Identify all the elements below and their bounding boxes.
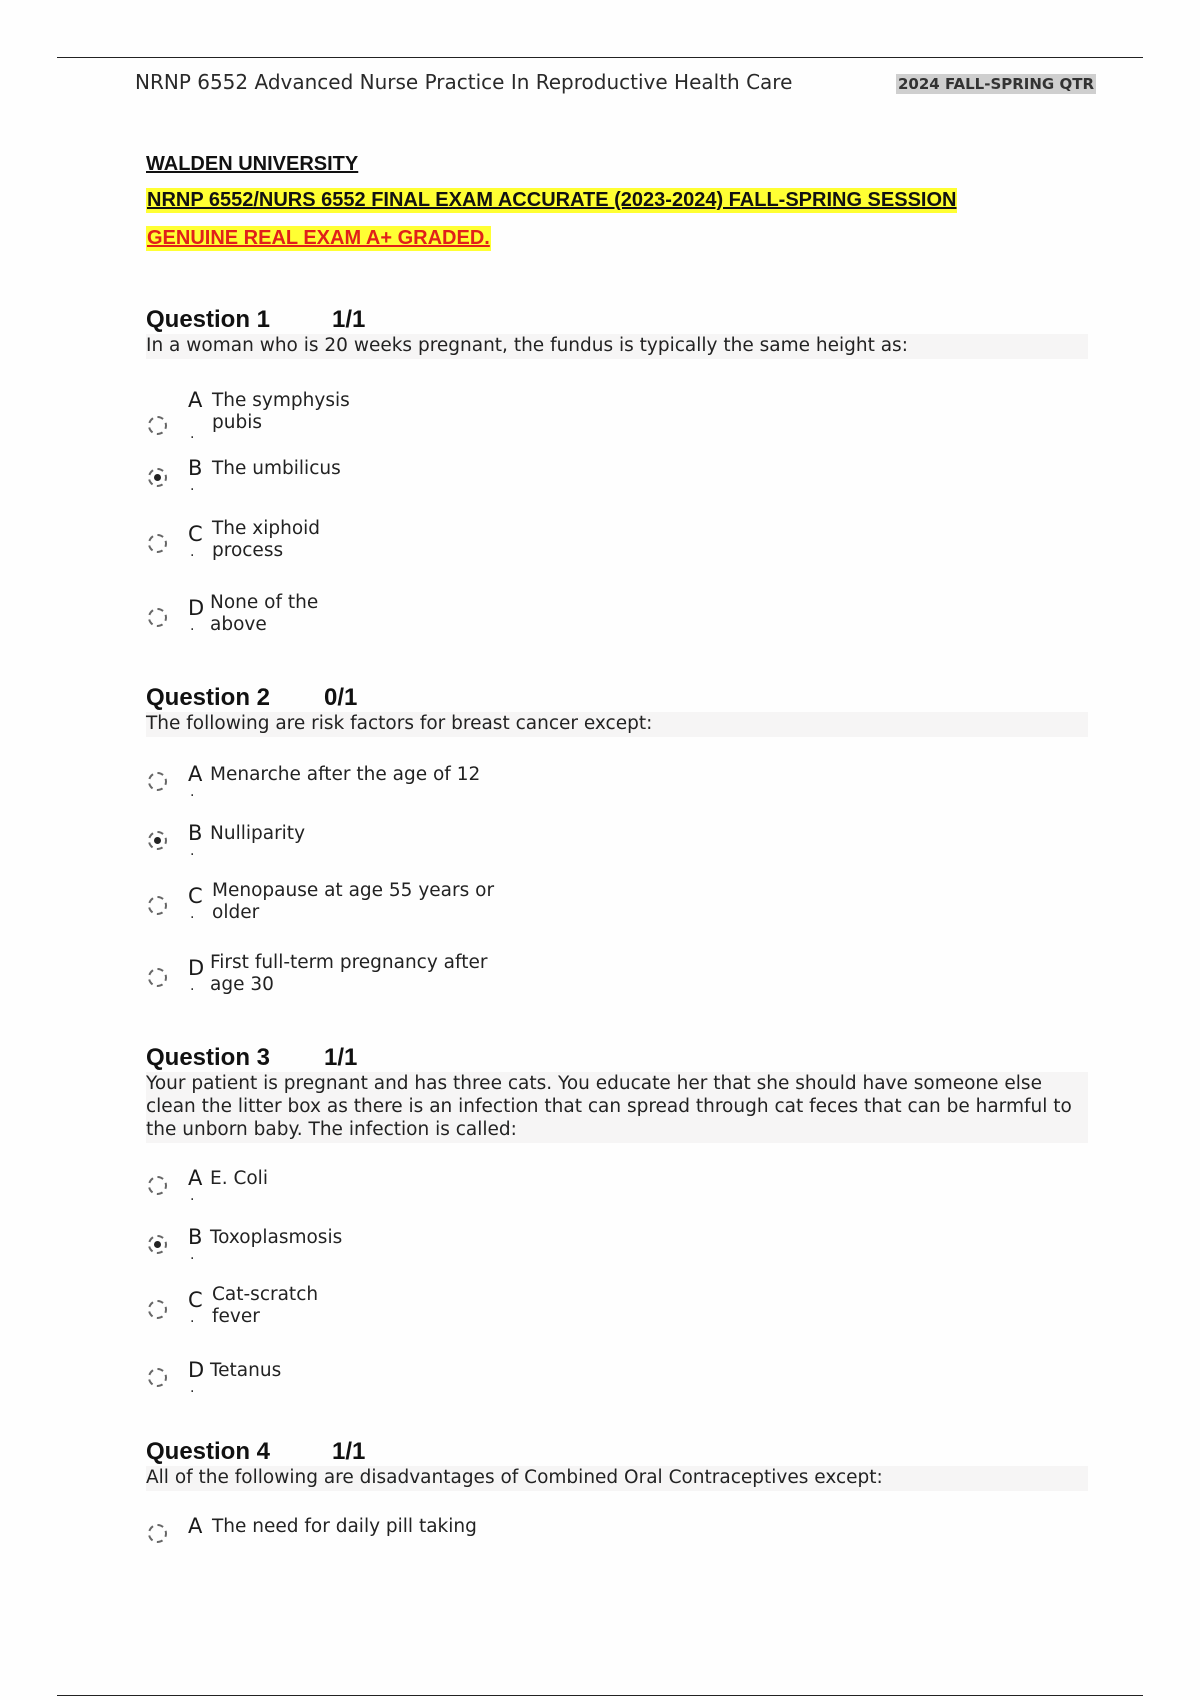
bottom-rule: [57, 1695, 1143, 1696]
option-text: First full-term pregnancy after age 30: [210, 952, 488, 995]
question-label: Question 2: [146, 684, 271, 711]
exam-title-highlight: NRNP 6552/NURS 6552 FINAL EXAM ACCURATE (2023-2024) FALL-SPRING SESSION: [147, 189, 957, 211]
question-score: 0/1: [324, 684, 358, 711]
option-dot: .: [190, 1188, 195, 1204]
radio-button-selected[interactable]: [148, 1235, 167, 1254]
option-dot: .: [190, 906, 195, 922]
option-text: The xiphoid process: [212, 518, 321, 561]
option-letter: A: [188, 388, 203, 412]
radio-button-selected[interactable]: [148, 468, 167, 487]
option-text: E. Coli: [210, 1168, 268, 1189]
option-letter: D: [188, 596, 205, 620]
radio-button[interactable]: [148, 534, 167, 553]
question-score: 1/1: [324, 1044, 358, 1071]
option-dot: .: [190, 544, 195, 560]
university-name: WALDEN UNIVERSITY: [146, 153, 359, 175]
question-score: 1/1: [332, 306, 366, 333]
option-text: Toxoplasmosis: [210, 1227, 343, 1248]
option-text: Cat-scratch fever: [212, 1284, 319, 1327]
option-text: The umbilicus: [212, 458, 341, 479]
question-block: [146, 1044, 1086, 1396]
question-text: In a woman who is 20 weeks pregnant, the fundus is typically the same height as:: [146, 334, 1088, 359]
option-text: Menopause at age 55 years or older: [212, 880, 495, 923]
question-text: All of the following are disadvantages of Combined Oral Contraceptives except:: [146, 1466, 1088, 1491]
option-letter: A: [188, 762, 203, 786]
option-letter: B: [188, 821, 203, 845]
question-label: Question 3: [146, 1044, 271, 1071]
question-text: The following are risk factors for breast cancer except:: [146, 712, 1088, 737]
question-label: Question 1: [146, 306, 271, 333]
option-dot: .: [190, 843, 195, 859]
option-text: Nulliparity: [210, 823, 306, 844]
option-dot: .: [190, 784, 195, 800]
term-badge: 2024 FALL-SPRING QTR: [898, 75, 1094, 93]
question-block: [146, 306, 1086, 635]
radio-button-selected[interactable]: [148, 831, 167, 850]
radio-button[interactable]: [148, 896, 167, 915]
option-dot: .: [190, 478, 195, 494]
option-dot: .: [190, 1380, 195, 1396]
radio-button[interactable]: [148, 772, 167, 791]
option-letter: B: [188, 456, 203, 480]
option-text: Menarche after the age of 12: [210, 764, 481, 785]
page-header-title: NRNP 6552 Advanced Nurse Practice In Reproductive Health Care: [135, 70, 793, 94]
radio-button[interactable]: [148, 416, 167, 435]
question-score: 1/1: [332, 1438, 366, 1465]
option-letter: C: [188, 884, 203, 908]
radio-button[interactable]: [148, 608, 167, 627]
radio-button[interactable]: [148, 1524, 167, 1543]
question-block: [146, 684, 1086, 995]
option-letter: C: [188, 522, 203, 546]
option-text: None of the above: [210, 592, 319, 635]
option-dot: .: [190, 426, 195, 442]
option-letter: A: [188, 1166, 203, 1190]
exam-subtitle-highlight: GENUINE REAL EXAM A+ GRADED.: [147, 227, 490, 249]
option-text: Tetanus: [210, 1360, 282, 1381]
radio-button[interactable]: [148, 1300, 167, 1319]
option-letter: A: [188, 1514, 203, 1538]
option-letter: C: [188, 1288, 203, 1312]
radio-button[interactable]: [148, 968, 167, 987]
option-dot: .: [190, 1247, 195, 1263]
option-text: The need for daily pill taking: [212, 1516, 477, 1537]
question-text: Your patient is pregnant and has three cats. You educate her that she should have someone else clean the litter box as there is an infection that can spread through cat feces that can be harmful to the unborn baby. The infection is called:: [146, 1072, 1088, 1143]
option-text: The symphysis pubis: [212, 390, 350, 433]
question-block: [146, 1438, 1086, 1538]
option-letter: B: [188, 1225, 203, 1249]
radio-button[interactable]: [148, 1176, 167, 1195]
top-rule: [57, 57, 1143, 58]
option-dot: .: [190, 1310, 195, 1326]
question-label: Question 4: [146, 1438, 271, 1465]
option-letter: D: [188, 1358, 205, 1382]
option-dot: .: [190, 978, 195, 994]
option-letter: D: [188, 956, 205, 980]
option-dot: .: [190, 618, 195, 634]
radio-button[interactable]: [148, 1368, 167, 1387]
